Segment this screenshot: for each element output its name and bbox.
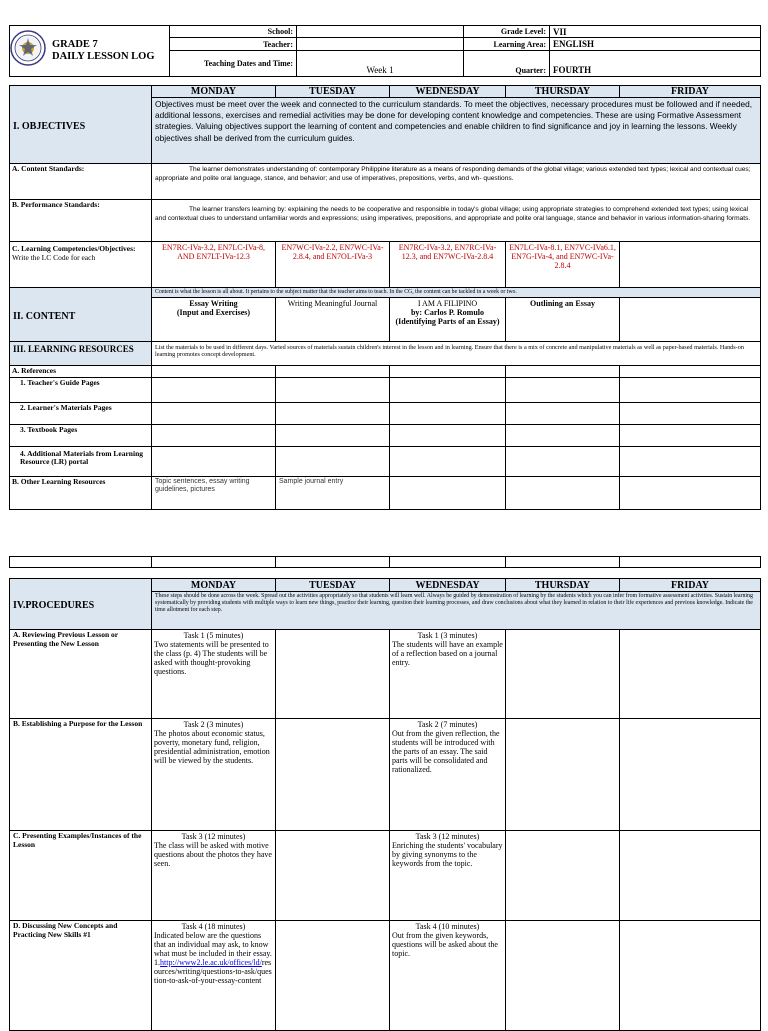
proc-day-tuesday: TUESDAY xyxy=(276,579,390,592)
learning-area-value: ENGLISH xyxy=(550,38,761,51)
proc-day-friday: FRIDAY xyxy=(620,579,761,592)
lesson-table-top xyxy=(9,85,761,510)
step-d-monday: Task 4 (18 minutes) Indicated below are the questions that an individual may ask, to know what must be included in their essay. 1.http://www2.le.ac.uk/offices/ld/resources/writing/questions-to-ask/question-to-ask-of-your-essay-content xyxy=(152,921,276,1031)
lc-code-tuesday: EN7WC-IVa-2.2, EN7WC-IVa-2.8.4, and EN7OL-IVa-3 xyxy=(276,242,390,288)
step-c-label: C. Presenting Examples/Instances of the Lesson xyxy=(10,831,152,921)
other-resources-tuesday: Sample journal entry xyxy=(276,476,390,509)
proc-day-thursday: THURSDAY xyxy=(506,579,620,592)
step-d-wednesday: Task 4 (10 minutes) Out from the given keywords, questions will be asked about the topic. xyxy=(390,921,506,1031)
content-label: II. CONTENT xyxy=(10,288,152,342)
grade-level-label: Grade Level: xyxy=(464,26,550,38)
resources-note: List the materials to be used in different days. Varied sources of materials sustain children's interest in the lesson and in learning. Ensure that there is a mix of concrete and manipulative materials as well as paper-based materials. Hands-on learning promotes concept development. xyxy=(152,342,761,366)
log-title: DAILY LESSON LOG xyxy=(52,51,155,62)
lm-pages-label: 2. Learner's Materials Pages xyxy=(10,402,152,424)
day-header-wednesday: WEDNESDAY xyxy=(390,86,506,98)
header-table xyxy=(9,25,761,77)
procedures-label: IV.PROCEDURES xyxy=(10,579,152,630)
step-c-wednesday: Task 3 (12 minutes) Enriching the students' vocabulary by giving synonyms to the keywords from the topic. xyxy=(390,831,506,921)
dates-value: Week 1 xyxy=(297,51,464,77)
other-resources-label: B. Other Learning Resources xyxy=(10,476,152,509)
day-header-friday: FRIDAY xyxy=(620,86,761,98)
content-standards-label: A. Content Standards: xyxy=(10,164,152,200)
content-friday xyxy=(620,298,761,342)
quarter-label: Quarter: xyxy=(464,51,550,77)
performance-standards-label: B. Performance Standards: xyxy=(10,200,152,242)
tg-pages-label: 1. Teacher's Guide Pages xyxy=(10,377,152,402)
competencies-label: C. Learning Competencies/Objectives: Write the LC Code for each xyxy=(10,242,152,288)
day-header-thursday: THURSDAY xyxy=(506,86,620,98)
procedures-note: These steps should be done across the week. Spread out the activities appropriately so that students will learn well. Always be guided by demonstration of learning by the students which you can infer from formative assessment activities. Sustain learning systematically by providing students with multiple ways to learn new things, practice their learning, question their learning processes, and draw conclusions about what they learned in relation to their life experiences and previous knowledge. Indicate the time allotment for each step. xyxy=(152,592,761,630)
teacher-value xyxy=(297,38,464,51)
resource-link[interactable]: http://www2.le.ac.uk/offices/ld/ xyxy=(160,958,262,967)
grade-level-value: VII xyxy=(550,26,761,38)
lc-code-monday: EN7RC-IVa-3.2, EN7LC-IVa-8, AND EN7LT-IVa-12.3 xyxy=(152,242,276,288)
dates-label: Teaching Dates and Time: xyxy=(170,51,297,77)
step-a-monday: Task 1 (5 minutes) Two statements will be presented to the class (p. 4) The students will be asked with thought-provoking questions. xyxy=(152,630,276,719)
content-note: Content is what the lesson is all about. It pertains to the subject matter that the teacher aims to teach. In the CG, the content can be tackled in a week or two. xyxy=(152,288,761,298)
day-header-tuesday: TUESDAY xyxy=(276,86,390,98)
school-value xyxy=(297,26,464,38)
lesson-table-procedures xyxy=(9,578,761,1031)
step-b-label: B. Establishing a Purpose for the Lesson xyxy=(10,719,152,831)
step-d-label: D. Discussing New Concepts and Practicing New Skills #1 xyxy=(10,921,152,1031)
lc-code-friday xyxy=(620,242,761,288)
learning-area-label: Learning Area: xyxy=(464,38,550,51)
content-standards-text: The learner demonstrates understanding of: contemporary Philippine literature as a means of responding demands of the global village; various extended text types; lexical and contextual cues; appropriate and polite oral language, stance, and behavior; and use of imperatives, prepositions, verbs, and wh- questions. xyxy=(152,164,761,200)
content-monday: Essay Writing (Input and Exercises) xyxy=(152,298,276,342)
school-label: School: xyxy=(170,26,297,38)
other-resources-monday: Topic sentences, essay writing guidelines, pictures xyxy=(152,476,276,509)
objectives-label: I. OBJECTIVES xyxy=(10,86,152,164)
proc-day-wednesday: WEDNESDAY xyxy=(390,579,506,592)
performance-standards-text: The learner transfers learning by: explaining the needs to be cooperative and responsible in today's global village; using appropriate strategies to comprehend extended text types; using lexical and contextual clues to understand unfamiliar words and expressions; using imperatives, prepositions, and appropriate and polite oral language, stance and behavior in various information-sharing formats. xyxy=(152,200,761,242)
content-tuesday: Writing Meaningful Journal xyxy=(276,298,390,342)
textbook-pages-label: 3. Textbook Pages xyxy=(10,424,152,446)
content-wednesday: I AM A FILIPINO by: Carlos P. Romulo (Identifying Parts of an Essay) xyxy=(390,298,506,342)
proc-day-monday: MONDAY xyxy=(152,579,276,592)
step-a-wednesday: Task 1 (3 minutes) The students will have an example of a reflection based on a journal entry. xyxy=(390,630,506,719)
step-b-monday: Task 2 (3 minutes) The photos about economic status, poverty, monetary fund, religion, presidential administration, emotion will be viewed by the students. xyxy=(152,719,276,831)
additional-materials-label: 4. Additional Materials from Learning Resource (LR) portal xyxy=(10,446,152,476)
lc-code-thursday: EN7LC-IVa-8.1, EN7VC-IVa6.1, EN7G-IVa-4, and EN7WC-IVa-2.8.4 xyxy=(506,242,620,288)
step-c-monday: Task 3 (12 minutes) The class will be asked with motive questions about the photos they have seen. xyxy=(152,831,276,921)
day-header-monday: MONDAY xyxy=(152,86,276,98)
objectives-description: Objectives must be meet over the week and connected to the curriculum standards. To meet the objectives, necessary procedures must be followed and if needed, additional lessons, exercises and remedial activities may be done for developing content knowledge and competencies. These are using Formative Assessment strategies. Valuing objectives support the learning of content and competencies and enable children to find significance and joy in learning the lessons. Weekly objectives shall be derived from the curriculum guides. xyxy=(152,98,761,164)
resources-label: III. LEARNING RESOURCES xyxy=(10,342,152,366)
grade-title: GRADE 7 xyxy=(52,39,98,50)
separator-row xyxy=(9,556,761,568)
content-thursday: Outlining an Essay xyxy=(506,298,620,342)
step-b-wednesday: Task 2 (7 minutes) Out from the given reflection, the students will be introduced with the parts of an essay. The said parts will be consolidated and rationalized. xyxy=(390,719,506,831)
teacher-label: Teacher: xyxy=(170,38,297,51)
step-a-label: A. Reviewing Previous Lesson or Presenting the New Lesson xyxy=(10,630,152,719)
references-label: A. References xyxy=(10,366,152,378)
lc-code-wednesday: EN7RC-IVa-3.2, EN7RC-IVa-12.3, and EN7WC-IVa-2.8.4 xyxy=(390,242,506,288)
quarter-value: FOURTH xyxy=(550,51,761,77)
